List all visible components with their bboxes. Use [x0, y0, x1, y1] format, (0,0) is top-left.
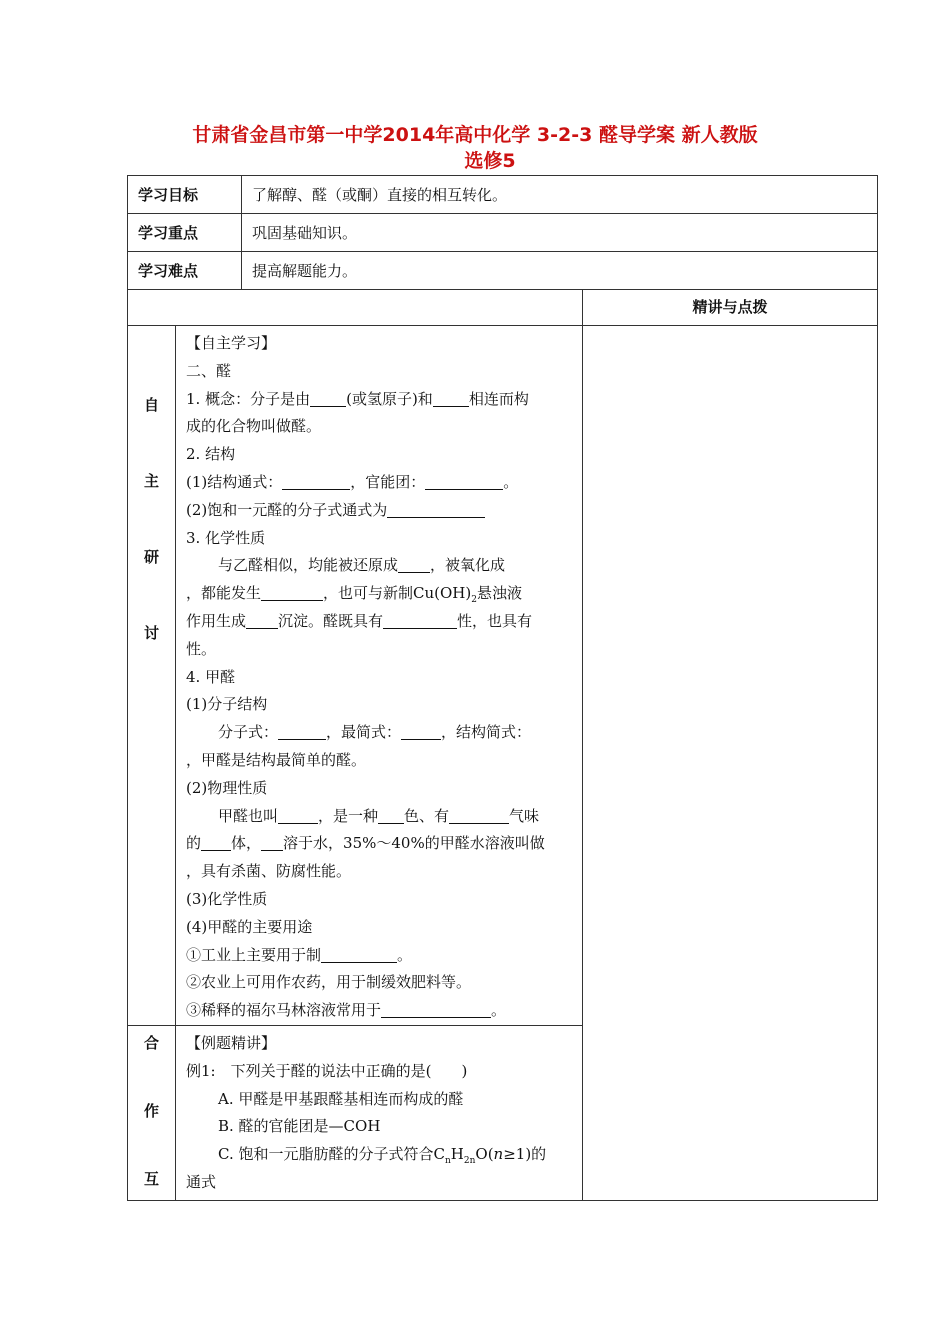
- chemical-heading: (3)化学性质: [186, 889, 268, 908]
- answer-blank[interactable]: [261, 583, 323, 601]
- goal-value: 了解醇、醛（或酮）直接的相互转化。: [242, 176, 878, 214]
- row-difficulty: [128, 252, 878, 290]
- answer-blank[interactable]: [282, 472, 350, 490]
- example-question: 例1: 下列关于醛的说法中正确的是( ): [186, 1061, 468, 1080]
- row-goal: [128, 176, 878, 214]
- mol-line-2: ，甲醛是结构最简单的醛。: [186, 750, 367, 769]
- side-char: 自: [143, 396, 159, 414]
- structure-heading: 2. 结构: [186, 445, 236, 464]
- side-char: 合: [143, 1033, 159, 1052]
- answer-blank[interactable]: [378, 806, 404, 824]
- answer-blank[interactable]: [387, 500, 485, 518]
- answer-blank[interactable]: [278, 722, 326, 740]
- use-line-1: ①工业上主要用于制 。: [186, 945, 413, 964]
- answer-blank[interactable]: [246, 611, 278, 629]
- mol-line-1: 分子式： ，最简式： ，结构简式：: [218, 723, 532, 742]
- answer-blank[interactable]: [433, 389, 469, 407]
- answer-blank[interactable]: [261, 833, 283, 851]
- chem-line-1: 与乙醛相似，均能被还原成 ，被氧化成: [218, 556, 506, 575]
- self-study-heading: 【自主学习】: [186, 334, 277, 352]
- option-c-cont: 通式: [186, 1172, 217, 1191]
- difficulty-label: 学习难点: [128, 252, 242, 290]
- document-title: [0, 122, 950, 174]
- concept-line: 1. 概念：分子是由 (或氢原子)和 相连而构: [186, 389, 529, 408]
- formaldehyde-heading: 4. 甲醛: [186, 667, 236, 686]
- uses-heading: (4)甲醛的主要用途: [186, 917, 313, 936]
- answer-blank[interactable]: [321, 945, 397, 963]
- key-value: 巩固基础知识。: [242, 214, 878, 252]
- study-plan-table: [127, 175, 878, 1201]
- phys-line-2: 的 体， 溶于水，35%～40%的甲醛水溶液叫做: [186, 834, 545, 853]
- answer-blank[interactable]: [383, 611, 457, 629]
- answer-blank[interactable]: [381, 1000, 491, 1018]
- section-title: 二、醛: [186, 361, 232, 380]
- goal-label: 学习目标: [128, 176, 242, 214]
- side-char: 讨: [143, 624, 159, 642]
- answer-blank[interactable]: [401, 722, 441, 740]
- answer-blank[interactable]: [425, 472, 503, 490]
- chem-props-heading: 3. 化学性质: [186, 528, 266, 547]
- use-line-2: ②农业上可用作农药，用于制缓效肥料等。: [186, 973, 472, 992]
- answer-blank[interactable]: [310, 389, 346, 407]
- chem-line-2: ，都能发生 ，也可与新制$Cu(OH)_2$悬浊液: [186, 584, 522, 606]
- right-column-header: 精讲与点拨: [583, 290, 878, 326]
- general-formula-line: (1)结构通式： ，官能团： 。: [186, 472, 519, 491]
- side-char: 互: [143, 1169, 159, 1188]
- key-label: 学习重点: [128, 214, 242, 252]
- row-section-headers: [128, 290, 878, 326]
- option-b: B. 醛的官能团是—COH: [218, 1117, 381, 1136]
- answer-blank[interactable]: [278, 806, 318, 824]
- coop-content: [176, 1025, 583, 1200]
- row-self-study: [128, 326, 878, 1026]
- use-line-3: ③稀释的福尔马林溶液常用于 。: [186, 1001, 507, 1020]
- physical-heading: (2)物理性质: [186, 778, 268, 797]
- answer-blank[interactable]: [449, 806, 509, 824]
- notes-column: [583, 326, 878, 1201]
- side-char: 作: [143, 1101, 159, 1120]
- difficulty-value: 提高解题能力。: [242, 252, 878, 290]
- self-study-content: [176, 326, 583, 1026]
- answer-blank[interactable]: [201, 833, 231, 851]
- answer-blank[interactable]: [398, 555, 430, 573]
- phys-line-1: 甲醛也叫 ，是一种 色、有 气味: [218, 806, 540, 825]
- concept-line-2: 成的化合物叫做醛。: [186, 417, 322, 436]
- self-study-side-label: [128, 326, 176, 1026]
- side-char: 主: [143, 472, 159, 490]
- chem-line-3: 作用生成 沉淀。醛既具有 性，也具有: [186, 611, 533, 630]
- row-key: [128, 214, 878, 252]
- blank-header-cell: [128, 290, 583, 326]
- title-line-2: 选修5: [464, 150, 516, 172]
- title-line-1: 甘肃省金昌市第一中学2014年高中化学 3-2-3 醛导学案 新人教版: [192, 124, 758, 146]
- mol-structure-heading: (1)分子结构: [186, 695, 268, 714]
- coop-side-label: [128, 1025, 176, 1200]
- side-char: 研: [143, 548, 159, 566]
- example-heading: 【例题精讲】: [186, 1033, 277, 1052]
- chem-line-4: 性。: [186, 639, 217, 658]
- option-c: C. 饱和一元脂肪醛的分子式符合$C_nH_{2n}O(n\ge 1)$的: [218, 1145, 547, 1167]
- saturated-formula-line: (2)饱和一元醛的分子式通式为: [186, 497, 574, 525]
- phys-line-3: ，具有杀菌、防腐性能。: [186, 862, 352, 881]
- option-a: A. 甲醛是甲基跟醛基相连而构成的醛: [218, 1089, 464, 1108]
